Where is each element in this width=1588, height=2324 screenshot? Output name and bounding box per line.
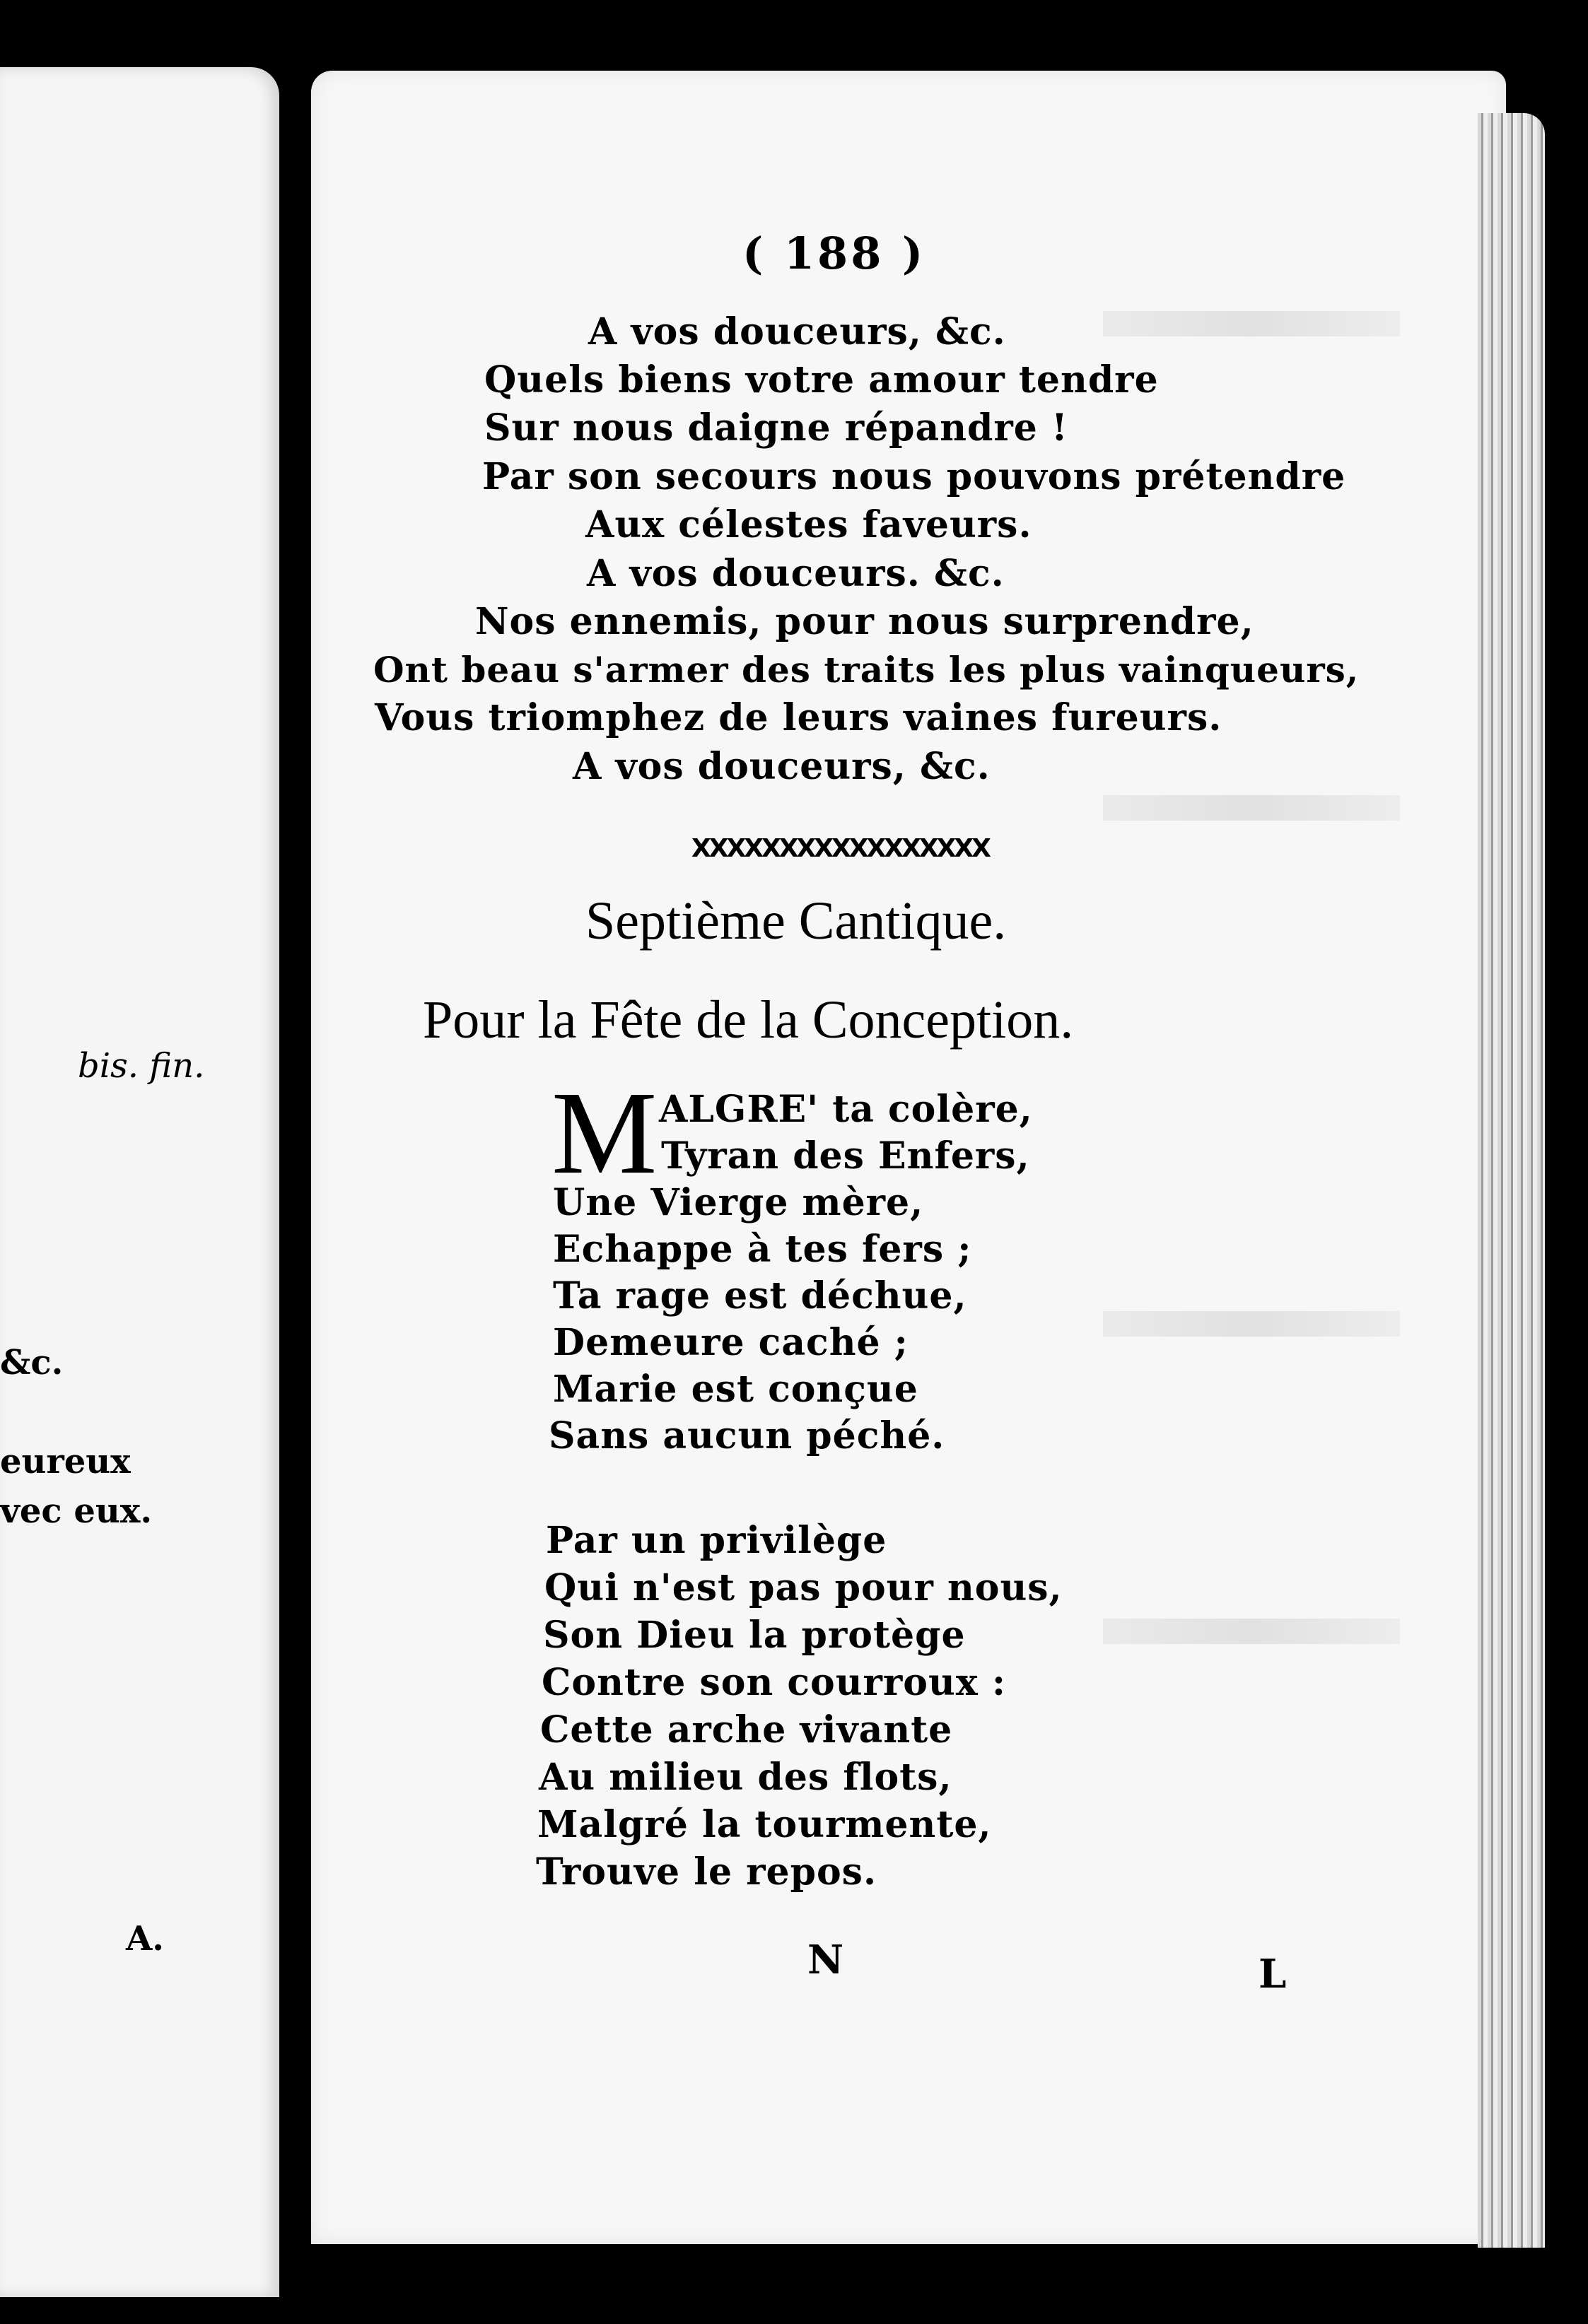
- show-through: [1103, 1311, 1400, 1337]
- verse-line: ALGRE' ta colère,: [659, 1088, 1033, 1131]
- show-through: [1103, 795, 1400, 821]
- left-fragment: bis. fin.: [78, 1046, 205, 1086]
- show-through: [1103, 311, 1400, 336]
- verse-line: Ta rage est déchue,: [553, 1274, 967, 1317]
- verse-line: Sur nous daigne répandre !: [484, 406, 1068, 450]
- page-number: ( 188 ): [742, 228, 926, 279]
- verse-line: Une Vierge mère,: [553, 1181, 924, 1224]
- left-fragment: vec eux.: [0, 1491, 153, 1531]
- left-page: [0, 67, 279, 2297]
- verse-line: Aux célestes faveurs.: [585, 503, 1032, 546]
- verse-line: Son Dieu la protège: [543, 1614, 966, 1657]
- catchword: L: [1259, 1951, 1287, 1997]
- ornament-rule: XXXXXXXXXXXXXXXXX: [691, 834, 989, 863]
- page-edge: [1478, 113, 1545, 2248]
- verse-line: Echappe à tes fers ;: [553, 1228, 972, 1271]
- signature-mark: N: [807, 1937, 844, 1983]
- verse-line: Cette arche vivante: [540, 1708, 953, 1751]
- verse-line: Trouve le repos.: [536, 1850, 877, 1894]
- verse-line: Malgré la tourmente,: [537, 1803, 992, 1846]
- verse-line: Ont beau s'armer des traits les plus vainqueurs,: [373, 649, 1360, 691]
- verse-line: Marie est conçue: [553, 1368, 918, 1411]
- left-fragment: A.: [126, 1919, 164, 1959]
- left-fragment: eureux: [0, 1442, 131, 1481]
- verse-line: Par un privilège: [546, 1519, 887, 1562]
- verse-line: Qui n'est pas pour nous,: [544, 1566, 1063, 1609]
- verse-line: Quels biens votre amour tendre: [484, 358, 1159, 401]
- drop-cap: M: [551, 1067, 658, 1199]
- section-subheading: Pour la Fête de la Conception.: [423, 990, 1074, 1050]
- verse-line: Vous triomphez de leurs vaines fureurs.: [375, 696, 1222, 739]
- verse-line: Par son secours nous pouvons prétendre: [482, 455, 1346, 498]
- verse-line: A vos douceurs. &c.: [587, 552, 1005, 595]
- verse-line: Demeure caché ;: [553, 1321, 909, 1364]
- verse-line: Nos ennemis, pour nous surprendre,: [475, 600, 1254, 643]
- verse-line: A vos douceurs, &c.: [588, 310, 1006, 353]
- verse-line: Contre son courroux :: [542, 1661, 1007, 1704]
- show-through: [1103, 1619, 1400, 1644]
- verse-line: Tyran des Enfers,: [661, 1134, 1030, 1178]
- left-fragment: &c.: [0, 1343, 64, 1383]
- verse-line: A vos douceurs, &c.: [573, 745, 991, 788]
- verse-line: Sans aucun péché.: [549, 1414, 945, 1457]
- section-heading: Septième Cantique.: [585, 891, 1007, 951]
- verse-line: Au milieu des flots,: [539, 1756, 952, 1799]
